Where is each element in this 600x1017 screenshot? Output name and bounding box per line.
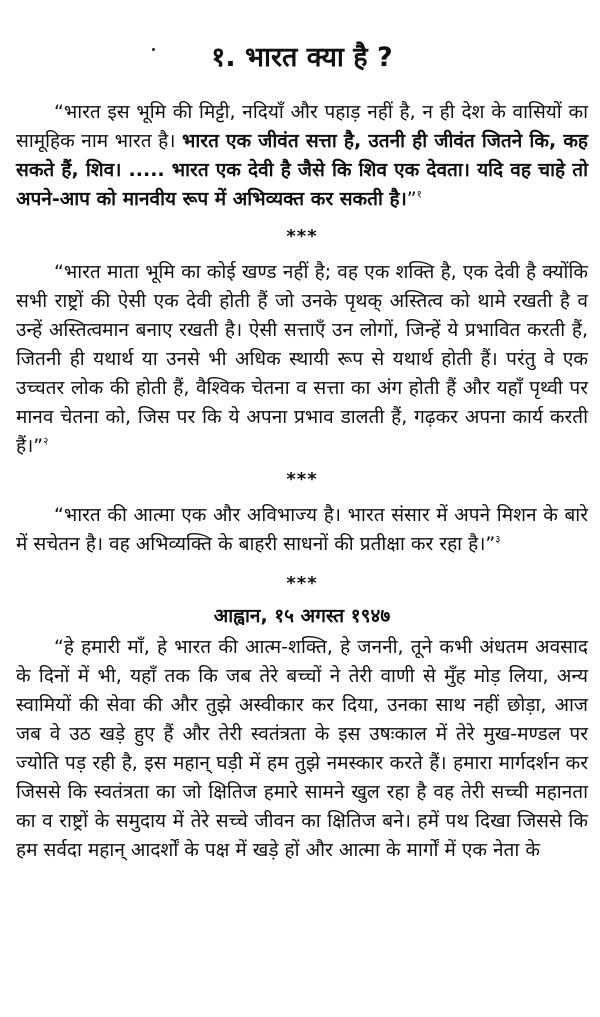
quote-4-text: “हे हमारी माँ, हे भारत की आत्म-शक्ति, हे जननी, तूने कभी अंधतम अवसाद के दिनों में भी, यहाँ तक कि जब तेरे बच्चों ने तेरी वाणी से मुँह मोड़ लिया, अन्य स्वामियों की सेवा की और तुझे अस्वीकार कर दिया, उनका साथ नहीं छोड़ा, आज जब वे उठ खड़े हुए हैं और तेरी स्वतंत्रता के इस उषःकाल में तेरे मुख-मण्डल पर ज्योति पड़ रही है, इस महान् घड़ी में हम तुझे नमस्कार करते हैं। हमारा मार्गदर्शन कर जिससे कि स्वतंत्रता का जो क्षितिज हमारे सामने खुल रहा है वह तेरी सच्ची महानता का व राष्ट्रों के समुदाय में तेरे सच्चे जीवन का क्षितिज बने। हमें पथ दिखा जिससे कि हम सर्वदा महान् आदर्शों के पक्ष में खड़े हों और आत्मा के मार्गों में एक नेता के <box>16 636 588 861</box>
quote-paragraph-2 <box>16 258 588 461</box>
footnote-marker-2: २ <box>43 436 49 448</box>
quote-1-text: “भारत इस भूमि की मिट्टी, नदियाँ और पहाड़ नहीं है, न ही देश के वासियों का सामूहिक नाम भारत है। <box>16 101 588 152</box>
section-separator: *** <box>286 573 318 594</box>
quote-1-bold-text: भारत एक जीवंत सत्ता है, उतनी ही जीवंत जितने कि, कह सकते हैं, शिव। ..... भारत एक देवी है जैसे कि शिव एक देवता। यदि वह चाहे तो अपने-आप को मानवीय रूप में अभिव्यक्त कर सकती है। <box>16 130 588 210</box>
quote-paragraph-3 <box>16 501 588 559</box>
footnote-marker-3: ३ <box>495 534 501 546</box>
quote-3-text: “भारत की आत्मा एक और अविभाज्य है। भारत संसार में अपने मिशन के बारे में सचेतन है। वह अभिव्यक्ति के बाहरी साधनों की प्रतीक्षा कर रहा है।” <box>16 504 588 555</box>
chapter-title: १. भारत क्या है ? <box>211 42 393 73</box>
section-subheading: आह्वान, १५ अगस्त १९४७ <box>213 605 391 627</box>
quote-1-close: ” <box>406 188 417 210</box>
section-separator: *** <box>286 469 318 490</box>
quote-paragraph-4 <box>16 633 588 865</box>
section-separator: *** <box>286 226 318 247</box>
quote-paragraph-1 <box>16 98 588 214</box>
book-page <box>16 0 588 865</box>
quote-2-text: “भारत माता भूमि का कोई खण्ड नहीं है; वह एक शक्ति है, एक देवी है क्योंकि सभी राष्ट्रों की ऐसी एक देवी होती हैं जो उनके पृथक् अस्तित्व को थामे रखती है व उन्हें अस्तित्वमान बनाए रखती है। ऐसी सत्ताएँ उन लोगों, जिन्हें ये प्रभावित करती हैं, जितनी ही यथार्थ या उनसे भी अधिक स्थायी रूप से यथार्थ होती हैं। परंतु वे एक उच्चतर लोक की होती हैं, वैश्विक चेतना व सत्ता का अंग होती हैं और यहाँ पृथ्वी पर मानव चेतना को, जिस पर कि ये अपना प्रभाव डालती हैं, गढ़कर अपना कार्य करती हैं।” <box>16 261 588 457</box>
footnote-marker-1: १ <box>416 189 422 201</box>
